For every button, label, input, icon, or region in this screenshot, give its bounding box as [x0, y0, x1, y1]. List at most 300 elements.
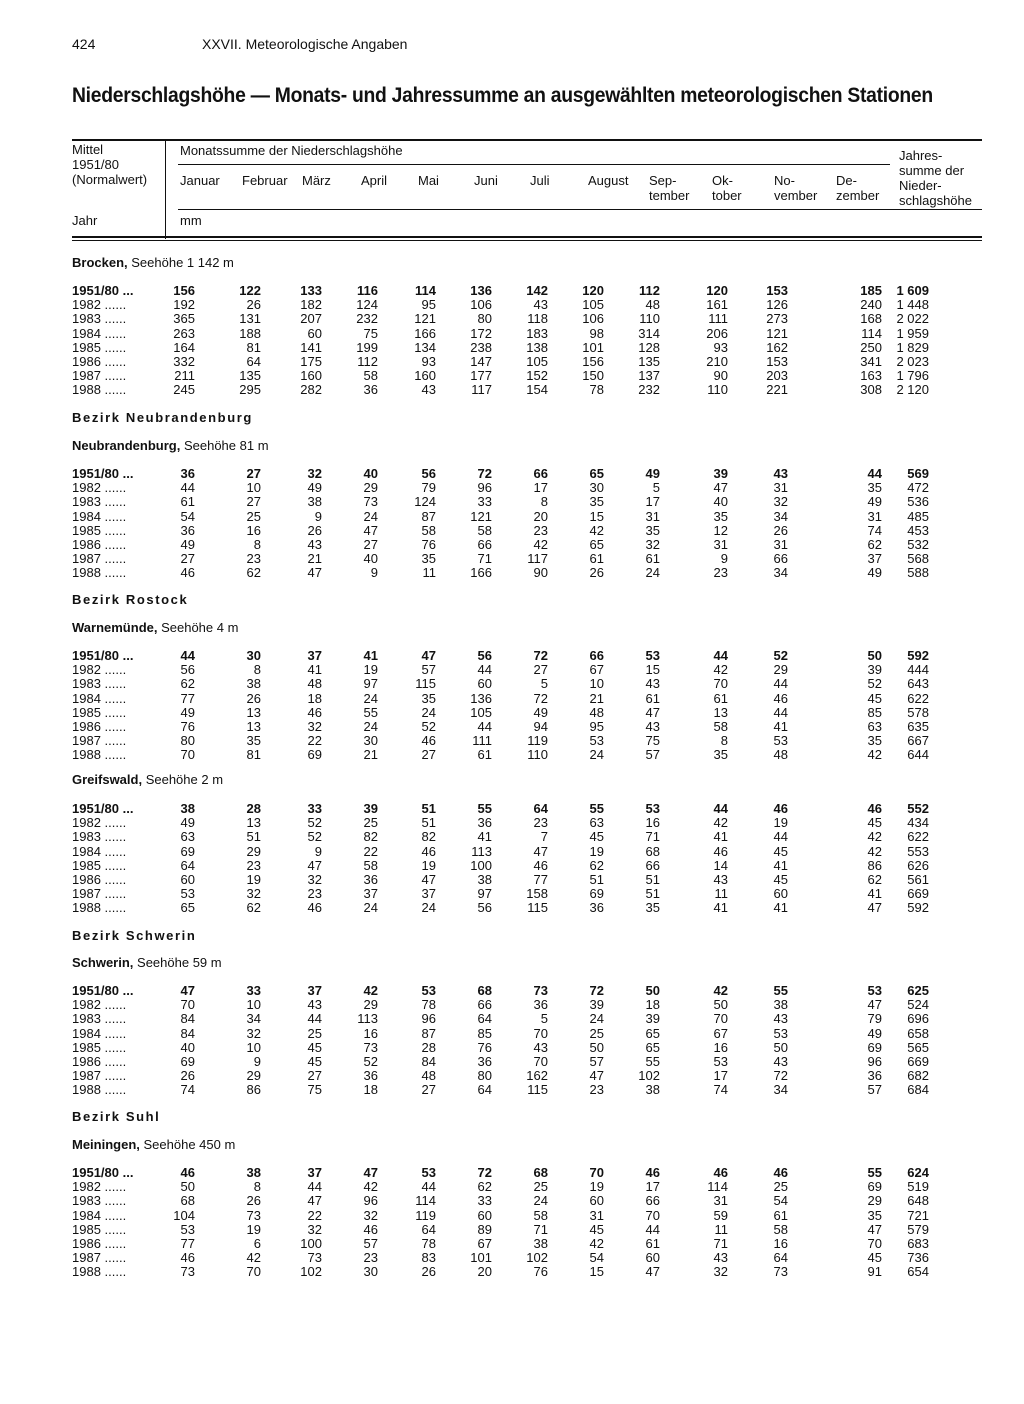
month-value-cell: 295	[239, 382, 261, 398]
table-row	[72, 510, 992, 524]
month-value-cell: 38	[645, 1082, 660, 1098]
year-cell: 1984 ......	[72, 508, 127, 524]
month-value-cell: 71	[477, 551, 492, 567]
month-value-cell: 50	[589, 1039, 604, 1055]
month-value-cell: 104	[173, 1207, 195, 1223]
month-value-cell: 55	[773, 983, 788, 998]
table-row	[72, 369, 992, 383]
month-value-cell: 44	[773, 829, 788, 845]
station-name: Meiningen,	[72, 1137, 140, 1152]
station-elevation: Seehöhe 450 m	[139, 1137, 236, 1152]
month-value-cell: 134	[414, 339, 436, 355]
annual-total-cell: 696	[907, 1011, 929, 1027]
year-cell: 1987 ......	[72, 1068, 127, 1084]
year-cell: 1986 ......	[72, 1054, 127, 1069]
month-value-cell: 35	[589, 494, 604, 510]
annual-total-cell: 1 609	[896, 283, 929, 298]
month-value-cell: 49	[307, 480, 322, 496]
month-value-cell: 70	[533, 1025, 548, 1041]
stub-line-1: Mittel	[72, 142, 104, 157]
month-value-cell: 71	[645, 829, 660, 845]
month-value-cell: 34	[773, 565, 788, 581]
month-value-cell: 84	[421, 1054, 436, 1069]
month-value-cell: 32	[246, 1025, 261, 1041]
month-value-cell: 46	[773, 801, 788, 816]
month-value-cell: 96	[421, 1011, 436, 1027]
month-value-cell: 23	[589, 1082, 604, 1098]
month-value-cell: 199	[356, 339, 378, 355]
month-value-cell: 39	[867, 662, 882, 678]
month-header-line-1: Juni	[474, 173, 498, 188]
month-value-cell: 8	[253, 1179, 261, 1195]
month-header-line-1: Juli	[530, 173, 550, 188]
month-value-cell: 75	[645, 733, 660, 749]
year-cell: 1986 ......	[72, 872, 127, 887]
month-value-cell: 68	[533, 1165, 548, 1180]
month-value-cell: 73	[246, 1207, 261, 1223]
month-value-cell: 31	[713, 537, 728, 552]
month-value-cell: 47	[363, 522, 378, 538]
month-value-cell: 112	[357, 354, 378, 369]
month-value-cell: 49	[180, 704, 195, 720]
month-value-cell: 44	[713, 648, 728, 663]
month-value-cell: 49	[533, 704, 548, 720]
month-value-cell: 33	[477, 494, 492, 510]
month-value-cell: 182	[300, 297, 322, 313]
month-value-cell: 47	[421, 872, 436, 887]
month-value-cell: 46	[180, 1250, 195, 1266]
month-value-cell: 26	[773, 522, 788, 538]
year-cell: 1984 ......	[72, 843, 127, 859]
month-value-cell: 63	[589, 815, 604, 831]
month-value-cell: 38	[533, 1236, 548, 1251]
annual-total-cell: 1 796	[896, 368, 929, 384]
month-value-cell: 8	[253, 537, 261, 552]
month-value-cell: 42	[363, 1179, 378, 1195]
month-value-cell: 158	[526, 886, 548, 902]
month-value-cell: 13	[713, 704, 728, 720]
month-header-line-1: Februar	[242, 173, 288, 188]
table-row	[72, 495, 992, 509]
month-value-cell: 42	[867, 747, 882, 763]
month-value-cell: 62	[180, 676, 195, 692]
month-header-line-2: zember	[836, 188, 880, 203]
month-header	[361, 173, 387, 188]
month-value-cell: 22	[307, 1207, 322, 1223]
table-row	[72, 873, 992, 887]
month-value-cell: 35	[867, 1207, 882, 1223]
month-value-cell: 53	[421, 1165, 436, 1180]
month-value-cell: 41	[713, 900, 728, 916]
month-value-cell: 73	[773, 1264, 788, 1280]
month-value-cell: 47	[589, 1068, 604, 1084]
annual-header	[899, 148, 972, 208]
station-heading	[72, 620, 238, 635]
month-value-cell: 97	[363, 676, 378, 692]
annual-total-cell: 635	[907, 719, 929, 734]
month-value-cell: 168	[860, 311, 882, 327]
month-value-cell: 13	[246, 704, 261, 720]
month-value-cell: 43	[645, 719, 660, 734]
month-value-cell: 22	[363, 843, 378, 859]
month-header	[530, 173, 550, 188]
table-row	[72, 1237, 992, 1251]
month-value-cell: 42	[589, 522, 604, 538]
annual-total-cell: 622	[907, 829, 929, 845]
month-value-cell: 77	[180, 1236, 195, 1251]
month-value-cell: 96	[477, 480, 492, 496]
year-cell: 1951/80 ...	[72, 283, 134, 298]
month-value-cell: 29	[363, 480, 378, 496]
annual-total-cell: 644	[907, 747, 929, 763]
month-value-cell: 72	[477, 1165, 492, 1180]
annual-total-cell: 626	[907, 857, 929, 873]
month-value-cell: 65	[589, 537, 604, 552]
annual-line-4: schlagshöhe	[899, 193, 972, 208]
table-row	[72, 830, 992, 844]
month-value-cell: 106	[582, 311, 604, 327]
month-value-cell: 47	[867, 997, 882, 1013]
year-cell: 1951/80 ...	[72, 648, 134, 663]
month-value-cell: 250	[860, 339, 882, 355]
year-cell: 1982 ......	[72, 1179, 127, 1195]
month-value-cell: 41	[773, 900, 788, 916]
month-value-cell: 45	[867, 690, 882, 706]
month-value-cell: 53	[645, 648, 660, 663]
month-value-cell: 52	[307, 829, 322, 845]
month-value-cell: 51	[246, 829, 261, 845]
month-value-cell: 183	[526, 325, 548, 341]
month-value-cell: 55	[363, 704, 378, 720]
month-value-cell: 87	[421, 508, 436, 524]
month-value-cell: 24	[363, 690, 378, 706]
month-value-cell: 36	[363, 872, 378, 887]
month-value-cell: 116	[357, 283, 378, 298]
month-value-cell: 175	[300, 354, 322, 369]
month-value-cell: 114	[861, 325, 882, 341]
month-value-cell: 156	[173, 283, 195, 298]
month-value-cell: 161	[706, 297, 728, 313]
month-value-cell: 46	[713, 1165, 728, 1180]
month-value-cell: 162	[526, 1068, 548, 1084]
month-value-cell: 206	[706, 325, 728, 341]
month-value-cell: 64	[533, 801, 548, 816]
station-heading	[72, 772, 223, 787]
month-value-cell: 43	[307, 997, 322, 1013]
month-value-cell: 50	[713, 997, 728, 1013]
month-value-cell: 55	[589, 801, 604, 816]
month-value-cell: 32	[307, 466, 322, 481]
month-value-cell: 39	[645, 1011, 660, 1027]
month-value-cell: 59	[713, 1207, 728, 1223]
month-value-cell: 36	[477, 815, 492, 831]
station-heading	[72, 1137, 235, 1152]
month-value-cell: 105	[526, 354, 548, 369]
month-value-cell: 70	[246, 1264, 261, 1280]
month-value-cell: 47	[867, 900, 882, 916]
month-value-cell: 57	[867, 1082, 882, 1098]
month-value-cell: 63	[867, 719, 882, 734]
month-value-cell: 53	[773, 1025, 788, 1041]
normal-value-row	[72, 467, 992, 481]
month-value-cell: 70	[867, 1236, 882, 1251]
month-value-cell: 63	[180, 829, 195, 845]
month-value-cell: 23	[533, 522, 548, 538]
month-value-cell: 46	[773, 690, 788, 706]
month-value-cell: 84	[180, 1025, 195, 1041]
month-value-cell: 76	[180, 719, 195, 734]
month-value-cell: 41	[867, 886, 882, 902]
annual-total-cell: 472	[907, 480, 929, 496]
month-value-cell: 18	[645, 997, 660, 1013]
month-value-cell: 53	[180, 1221, 195, 1237]
month-value-cell: 86	[246, 1082, 261, 1098]
annual-total-cell: 552	[907, 801, 929, 816]
month-value-cell: 17	[645, 494, 660, 510]
month-value-cell: 282	[300, 382, 322, 398]
month-value-cell: 60	[307, 325, 322, 341]
annual-total-cell: 2 022	[896, 311, 929, 327]
month-value-cell: 61	[589, 551, 604, 567]
month-value-cell: 33	[307, 801, 322, 816]
stub-year-label: Jahr	[72, 213, 98, 228]
month-value-cell: 26	[246, 1193, 261, 1209]
month-value-cell: 35	[645, 522, 660, 538]
month-value-cell: 58	[533, 1207, 548, 1223]
month-value-cell: 30	[363, 733, 378, 749]
month-value-cell: 38	[477, 872, 492, 887]
year-cell: 1982 ......	[72, 815, 127, 831]
month-value-cell: 32	[363, 1207, 378, 1223]
month-value-cell: 40	[180, 1039, 195, 1055]
table-row	[72, 734, 992, 748]
month-value-cell: 69	[180, 1054, 195, 1069]
month-value-cell: 308	[860, 382, 882, 398]
month-value-cell: 44	[713, 801, 728, 816]
year-cell: 1985 ......	[72, 339, 127, 355]
month-value-cell: 29	[246, 843, 261, 859]
month-value-cell: 43	[773, 466, 788, 481]
month-value-cell: 42	[713, 815, 728, 831]
month-value-cell: 203	[766, 368, 788, 384]
month-value-cell: 13	[246, 815, 261, 831]
month-value-cell: 20	[477, 1264, 492, 1280]
month-value-cell: 35	[421, 551, 436, 567]
month-value-cell: 66	[645, 857, 660, 873]
month-value-cell: 42	[589, 1236, 604, 1251]
month-value-cell: 51	[645, 886, 660, 902]
table-row	[72, 720, 992, 734]
month-value-cell: 52	[307, 815, 322, 831]
table-row	[72, 1012, 992, 1026]
month-value-cell: 43	[421, 382, 436, 398]
month-value-cell: 48	[421, 1068, 436, 1084]
month-value-cell: 57	[363, 1236, 378, 1251]
month-value-cell: 160	[300, 368, 322, 384]
month-value-cell: 75	[307, 1082, 322, 1098]
month-value-cell: 36	[180, 522, 195, 538]
month-value-cell: 135	[638, 354, 660, 369]
station-elevation: Seehöhe 59 m	[133, 955, 222, 970]
month-value-cell: 21	[307, 551, 322, 567]
page-number: 424	[72, 36, 96, 52]
annual-total-cell: 2 120	[896, 382, 929, 398]
month-value-cell: 29	[246, 1068, 261, 1084]
header-bottom-rule	[72, 236, 982, 238]
month-value-cell: 38	[246, 1165, 261, 1180]
month-value-cell: 46	[307, 704, 322, 720]
annual-total-cell: 736	[907, 1250, 929, 1266]
month-value-cell: 37	[307, 648, 322, 663]
table-row	[72, 524, 992, 538]
month-value-cell: 62	[246, 565, 261, 581]
month-value-cell: 44	[421, 1179, 436, 1195]
annual-total-cell: 648	[907, 1193, 929, 1209]
year-cell: 1951/80 ...	[72, 1165, 134, 1180]
month-value-cell: 35	[867, 733, 882, 749]
month-value-cell: 58	[713, 719, 728, 734]
month-value-cell: 24	[533, 1193, 548, 1209]
month-value-cell: 78	[421, 997, 436, 1013]
month-value-cell: 47	[713, 480, 728, 496]
month-value-cell: 142	[526, 283, 548, 298]
month-value-cell: 44	[867, 466, 882, 481]
month-value-cell: 25	[307, 1025, 322, 1041]
month-value-cell: 16	[713, 1039, 728, 1055]
month-value-cell: 121	[470, 508, 492, 524]
month-value-cell: 60	[589, 1193, 604, 1209]
month-value-cell: 25	[533, 1179, 548, 1195]
month-value-cell: 47	[867, 1221, 882, 1237]
month-value-cell: 39	[713, 466, 728, 481]
month-value-cell: 273	[766, 311, 788, 327]
month-value-cell: 232	[356, 311, 378, 327]
month-value-cell: 42	[867, 843, 882, 859]
year-cell: 1988 ......	[72, 382, 127, 398]
month-value-cell: 24	[363, 719, 378, 734]
month-value-cell: 72	[533, 690, 548, 706]
month-value-cell: 39	[363, 801, 378, 816]
year-cell: 1983 ......	[72, 676, 127, 692]
month-value-cell: 43	[307, 537, 322, 552]
month-value-cell: 136	[470, 283, 492, 298]
month-value-cell: 78	[421, 1236, 436, 1251]
month-value-cell: 27	[246, 466, 261, 481]
annual-total-cell: 588	[907, 565, 929, 581]
month-value-cell: 137	[638, 368, 660, 384]
month-value-cell: 69	[867, 1179, 882, 1195]
month-value-cell: 11	[422, 565, 436, 581]
month-value-cell: 126	[766, 297, 788, 313]
month-value-cell: 64	[773, 1250, 788, 1266]
month-value-cell: 60	[773, 886, 788, 902]
month-value-cell: 82	[363, 829, 378, 845]
month-header	[242, 173, 288, 188]
month-value-cell: 114	[707, 1179, 728, 1195]
month-value-cell: 163	[860, 368, 882, 384]
year-cell: 1986 ......	[72, 719, 127, 734]
month-value-cell: 19	[363, 662, 378, 678]
month-value-cell: 119	[415, 1207, 436, 1223]
month-value-cell: 46	[645, 1165, 660, 1180]
month-value-cell: 38	[307, 494, 322, 510]
table-row	[72, 1083, 992, 1097]
annual-total-cell: 625	[907, 983, 929, 998]
month-value-cell: 48	[307, 676, 322, 692]
month-value-cell: 58	[363, 857, 378, 873]
month-value-cell: 45	[867, 1250, 882, 1266]
month-value-cell: 31	[713, 1193, 728, 1209]
month-value-cell: 54	[589, 1250, 604, 1266]
month-value-cell: 43	[773, 1011, 788, 1027]
month-value-cell: 115	[527, 900, 548, 916]
month-value-cell: 16	[645, 815, 660, 831]
month-value-cell: 47	[421, 648, 436, 663]
station-heading	[72, 438, 269, 453]
month-value-cell: 114	[415, 283, 436, 298]
month-value-cell: 18	[363, 1082, 378, 1098]
table-row	[72, 816, 992, 830]
month-value-cell: 160	[414, 368, 436, 384]
month-value-cell: 75	[363, 325, 378, 341]
monthly-group-label: Monatssumme der Niederschlagshöhe	[180, 143, 403, 158]
month-value-cell: 37	[867, 551, 882, 567]
annual-total-cell: 568	[907, 551, 929, 567]
station-heading	[72, 955, 222, 970]
month-value-cell: 47	[645, 704, 660, 720]
month-value-cell: 47	[645, 1264, 660, 1280]
month-value-cell: 30	[589, 480, 604, 496]
month-value-cell: 61	[180, 494, 195, 510]
annual-total-cell: 434	[907, 815, 929, 831]
month-value-cell: 69	[307, 747, 322, 763]
month-value-cell: 44	[180, 480, 195, 496]
month-header	[712, 173, 742, 203]
month-value-cell: 26	[246, 297, 261, 313]
month-value-cell: 70	[180, 747, 195, 763]
year-cell: 1982 ......	[72, 997, 127, 1013]
month-value-cell: 7	[540, 829, 548, 845]
annual-total-cell: 561	[907, 872, 929, 887]
annual-total-cell: 519	[907, 1179, 929, 1195]
month-value-cell: 42	[533, 537, 548, 552]
month-value-cell: 42	[713, 983, 728, 998]
month-value-cell: 65	[180, 900, 195, 916]
year-cell: 1987 ......	[72, 733, 127, 749]
month-value-cell: 10	[246, 1039, 261, 1055]
month-value-cell: 45	[589, 829, 604, 845]
month-value-cell: 53	[589, 733, 604, 749]
month-value-cell: 52	[867, 676, 882, 692]
table-row	[72, 327, 992, 341]
month-value-cell: 5	[652, 480, 660, 496]
annual-total-cell: 569	[907, 466, 929, 481]
month-value-cell: 27	[246, 494, 261, 510]
month-value-cell: 122	[239, 283, 261, 298]
year-cell: 1983 ......	[72, 1193, 127, 1209]
station-name: Neubrandenburg,	[72, 438, 181, 453]
month-value-cell: 49	[645, 466, 660, 481]
month-value-cell: 19	[246, 1221, 261, 1237]
month-value-cell: 23	[363, 1250, 378, 1266]
month-value-cell: 112	[639, 283, 660, 298]
annual-total-cell: 453	[907, 522, 929, 538]
month-value-cell: 66	[773, 551, 788, 567]
month-value-cell: 102	[526, 1250, 548, 1266]
table-row	[72, 481, 992, 495]
table-row	[72, 1027, 992, 1041]
month-value-cell: 31	[867, 508, 882, 524]
